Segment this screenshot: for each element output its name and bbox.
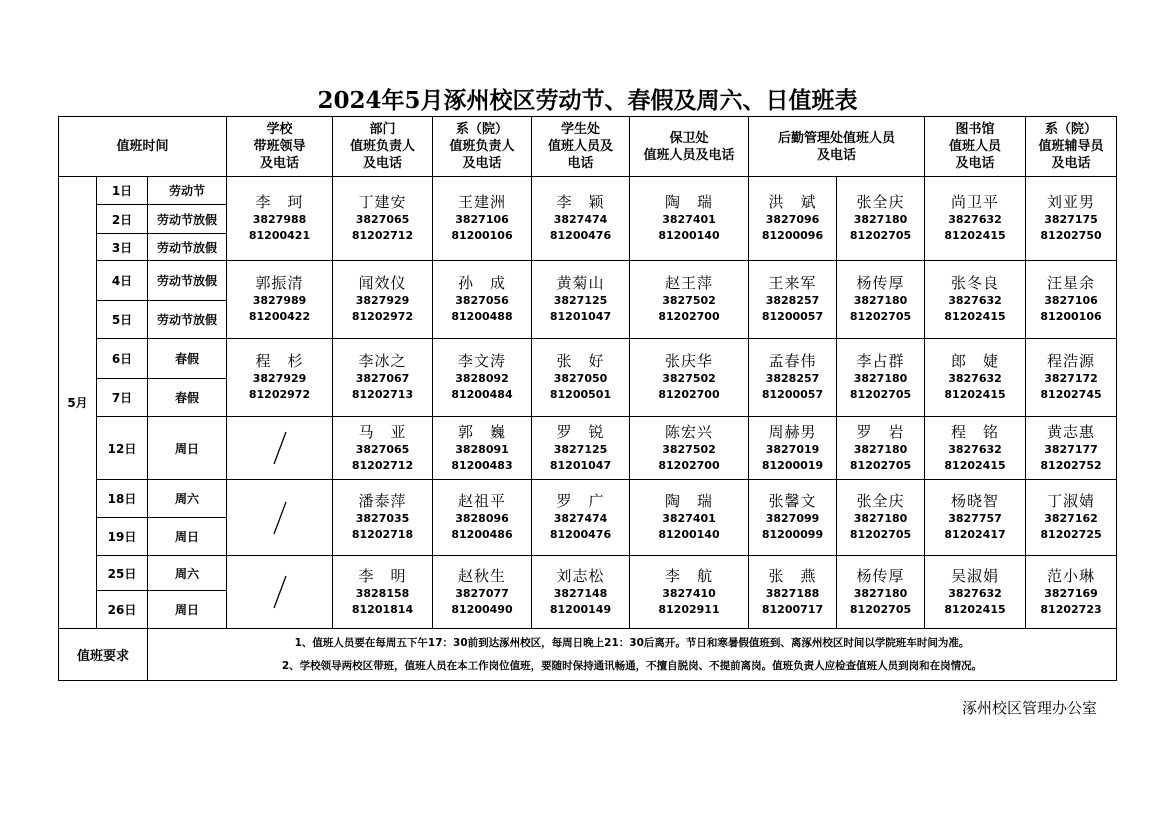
- page-title: 2024年5月涿州校区劳动节、春假及周六、日值班表: [317, 87, 858, 114]
- day-cell: 26日: [97, 591, 148, 629]
- table-row: [59, 417, 1117, 480]
- day-cell: 12日: [97, 417, 148, 480]
- diagonal-slash-icon: [270, 430, 290, 466]
- day-cell: 19日: [97, 518, 148, 556]
- security-cell: 李 航 3827410 81202911: [630, 556, 749, 629]
- dept-cell: 李 明 3828158 81201814: [333, 556, 433, 629]
- header-student-office: 学生处 值班人员及 电话: [532, 117, 630, 177]
- duty-table: [58, 116, 1117, 681]
- faculty-cell: 李文涛 3828092 81200484: [433, 339, 532, 417]
- day-type-cell: 周日: [148, 518, 227, 556]
- dept-cell: 闻效仪 3827929 81202972: [333, 261, 433, 339]
- day-cell: 5日: [97, 301, 148, 339]
- day-cell: 2日: [97, 205, 148, 234]
- faculty-cell: 赵祖平 3828096 81200486: [433, 480, 532, 556]
- leader-cell-empty: [227, 556, 333, 629]
- dept-cell: 丁建安 3827065 81202712: [333, 177, 433, 261]
- day-type-cell: 周六: [148, 480, 227, 518]
- leader-cell-empty: [227, 417, 333, 480]
- table-row: [59, 556, 1117, 591]
- library-cell: 程 铭 3827632 81202415: [925, 417, 1026, 480]
- header-duty-time: 值班时间: [59, 117, 227, 177]
- logistics-cell: 张 燕 3827188 81200717: [749, 556, 837, 629]
- counselor-cell: 汪星余 3827106 81200106: [1026, 261, 1117, 339]
- library-cell: 张冬良 3827632 81202415: [925, 261, 1026, 339]
- requirements-label: 值班要求: [59, 629, 148, 681]
- dept-cell: 马 亚 3827065 81202712: [333, 417, 433, 480]
- month-cell: 5月: [59, 177, 97, 629]
- counselor-cell: 黄志惠 3827177 81202752: [1026, 417, 1117, 480]
- day-type-cell: 劳动节: [148, 177, 227, 205]
- day-type-cell: 劳动节放假: [148, 301, 227, 339]
- logistics-cell: 孟春伟 3828257 81200057: [749, 339, 837, 417]
- counselor-cell: 刘亚男 3827175 81202750: [1026, 177, 1117, 261]
- table-row: [59, 261, 1117, 301]
- day-cell: 4日: [97, 261, 148, 301]
- table-row: [59, 339, 1117, 379]
- faculty-cell: 郭 巍 3828091 81200483: [433, 417, 532, 480]
- logistics-cell: 李占群 3827180 81202705: [837, 339, 925, 417]
- requirement-line-1: 1、值班人员要在每周五下午17：30前到达涿州校区，每周日晚上21：30后离开。节日和寒暑假值班到、离涿州校区时间以学院班车时间为准。: [294, 636, 970, 649]
- logistics-cell: 张馨文 3827099 81200099: [749, 480, 837, 556]
- logistics-cell: 张全庆 3827180 81202705: [837, 480, 925, 556]
- day-type-cell: 周日: [148, 591, 227, 629]
- leader-cell: 程 杉 3827929 81202972: [227, 339, 333, 417]
- security-cell: 陶 瑞 3827401 81200140: [630, 480, 749, 556]
- day-type-cell: 春假: [148, 379, 227, 417]
- counselor-cell: 程浩源 3827172 81202745: [1026, 339, 1117, 417]
- dept-cell: 潘泰萍 3827035 81202718: [333, 480, 433, 556]
- table-row: [59, 177, 1117, 205]
- day-type-cell: 劳动节放假: [148, 234, 227, 261]
- faculty-cell: 孙 成 3827056 81200488: [433, 261, 532, 339]
- student-cell: 罗 锐 3827125 81201047: [532, 417, 630, 480]
- day-type-cell: 周六: [148, 556, 227, 591]
- header-school-leader: 学校 带班领导 及电话: [227, 117, 333, 177]
- logistics-cell: 张全庆 3827180 81202705: [837, 177, 925, 261]
- diagonal-slash-icon: [270, 500, 290, 536]
- dept-cell: 李冰之 3827067 81202713: [333, 339, 433, 417]
- logistics-cell: 杨传厚 3827180 81202705: [837, 261, 925, 339]
- header-logistics: 后勤管理处值班人员 及电话: [749, 117, 925, 177]
- library-cell: 杨晓智 3827757 81202417: [925, 480, 1026, 556]
- counselor-cell: 范小琳 3827169 81202723: [1026, 556, 1117, 629]
- leader-cell: 郭振清 3827989 81200422: [227, 261, 333, 339]
- security-cell: 赵王萍 3827502 81202700: [630, 261, 749, 339]
- logistics-cell: 周赫男 3827019 81200019: [749, 417, 837, 480]
- leader-cell: 李 珂 3827988 81200421: [227, 177, 333, 261]
- day-type-cell: 春假: [148, 339, 227, 379]
- day-type-cell: 劳动节放假: [148, 205, 227, 234]
- logistics-cell: 杨传厚 3827180 81202705: [837, 556, 925, 629]
- header-security-office: 保卫处 值班人员及电话: [630, 117, 749, 177]
- day-cell: 1日: [97, 177, 148, 205]
- security-cell: 陶 瑞 3827401 81200140: [630, 177, 749, 261]
- footer-office: 涿州校区管理办公室: [961, 699, 1097, 717]
- requirements-text: [148, 629, 1117, 681]
- student-cell: 黄菊山 3827125 81201047: [532, 261, 630, 339]
- day-cell: 3日: [97, 234, 148, 261]
- day-cell: 18日: [97, 480, 148, 518]
- header-counselor: 系（院） 值班辅导员 及电话: [1026, 117, 1117, 177]
- logistics-cell: 罗 岩 3827180 81202705: [837, 417, 925, 480]
- logistics-cell: 王来军 3828257 81200057: [749, 261, 837, 339]
- library-cell: 吴淑娟 3827632 81202415: [925, 556, 1026, 629]
- header-department: 部门 值班负责人 及电话: [333, 117, 433, 177]
- faculty-cell: 赵秋生 3827077 81200490: [433, 556, 532, 629]
- faculty-cell: 王建洲 3827106 81200106: [433, 177, 532, 261]
- day-type-cell: 周日: [148, 417, 227, 480]
- requirement-line-2: 2、学校领导两校区带班，值班人员在本工作岗位值班，要随时保持通讯畅通，不擅自脱岗、不提前离岗。值班负责人应检查值班人员到岗和在岗情况。: [281, 659, 983, 672]
- header-library: 图书馆 值班人员 及电话: [925, 117, 1026, 177]
- security-cell: 陈宏兴 3827502 81202700: [630, 417, 749, 480]
- student-cell: 张 好 3827050 81200501: [532, 339, 630, 417]
- day-type-cell: 劳动节放假: [148, 261, 227, 301]
- header-faculty: 系（院） 值班负责人 及电话: [433, 117, 532, 177]
- requirements-row: [59, 629, 1117, 681]
- header-row: [59, 117, 1117, 177]
- table-row: [59, 480, 1117, 518]
- counselor-cell: 丁淑婧 3827162 81202725: [1026, 480, 1117, 556]
- library-cell: 尚卫平 3827632 81202415: [925, 177, 1026, 261]
- security-cell: 张庆华 3827502 81202700: [630, 339, 749, 417]
- leader-cell-empty: [227, 480, 333, 556]
- logistics-cell: 洪 斌 3827096 81200096: [749, 177, 837, 261]
- student-cell: 刘志松 3827148 81200149: [532, 556, 630, 629]
- day-cell: 25日: [97, 556, 148, 591]
- student-cell: 李 颖 3827474 81200476: [532, 177, 630, 261]
- day-cell: 6日: [97, 339, 148, 379]
- library-cell: 郎 婕 3827632 81202415: [925, 339, 1026, 417]
- student-cell: 罗 广 3827474 81200476: [532, 480, 630, 556]
- diagonal-slash-icon: [270, 574, 290, 610]
- day-cell: 7日: [97, 379, 148, 417]
